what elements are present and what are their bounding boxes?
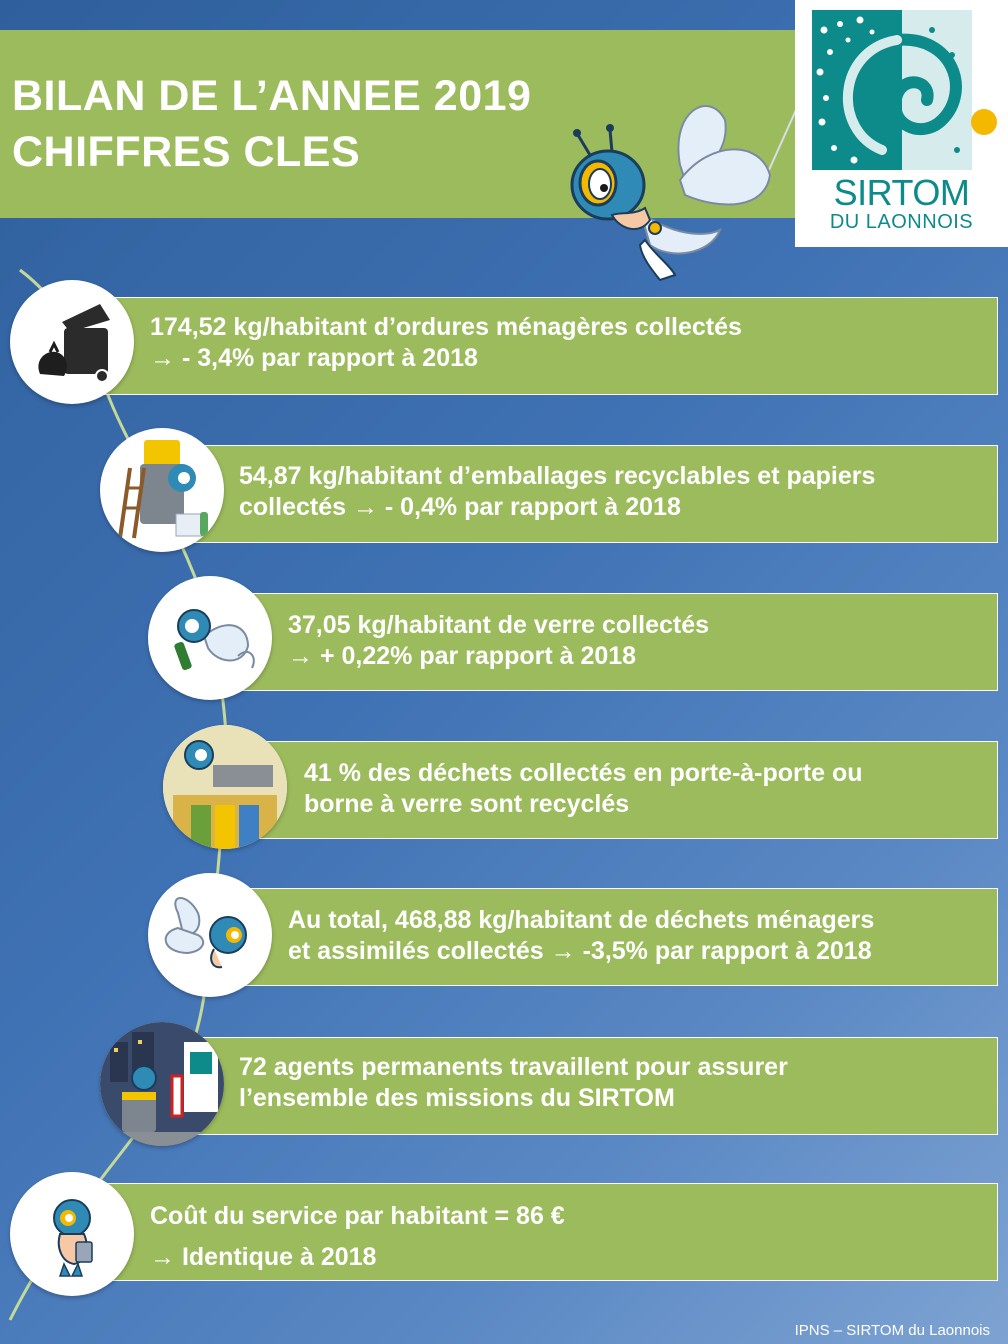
stat-line2: borne à verre sont recyclés [304,790,630,818]
stat-line1: 174,52 kg/habitant d’ordures ménagères collectés [150,313,742,341]
stat-line1: 37,05 kg/habitant de verre collectés [288,611,710,639]
footer-credit: IPNS – SIRTOM du Laonnois [794,1322,990,1339]
night-collection-mascot-icon [100,1022,224,1146]
recycling-bin-mascot-icon [100,428,224,552]
page-title: BILAN DE L’ANNEE 2019 [12,72,532,120]
stat-line1: 54,87 kg/habitant d’emballages recyclables et papiers [239,462,876,490]
stat-card-cost-text [150,1196,565,1278]
logo-name: SIRTOM [833,172,970,213]
stat-line1: Au total, 468,88 kg/habitant de déchets ménagers [288,906,875,934]
sorting-bins-mascot-icon [163,725,287,849]
trash-bin-icon [10,280,134,404]
stat-line1: 41 % des déchets collectés en porte-à-porte ou [304,759,863,787]
sirtom-logo-graphic [812,10,998,170]
stat-line2: l’ensemble des missions du SIRTOM [239,1084,675,1112]
flying-mascot-icon [148,873,272,997]
stat-line2: et assimilés collectés → -3,5% par rapport à 2018 [288,937,872,965]
stat-line2: collectés → - 0,4% par rapport à 2018 [239,493,681,521]
stat-card-packaging-text [239,461,875,523]
stat-card-agents-text [239,1052,788,1114]
mascot-cost-icon [10,1172,134,1296]
stat-card-glass-text [288,610,709,672]
stat-line2: → + 0,22% par rapport à 2018 [288,642,637,670]
stat-card-total-waste-text [288,905,874,967]
page-subtitle: CHIFFRES CLES [12,128,361,176]
stat-card-recycling-rate-text [304,758,863,820]
stat-card-household-waste-text [150,312,742,374]
glass-bottle-mascot-icon [148,576,272,700]
logo-subtitle: DU LAONNOIS [829,211,974,233]
sirtom-logo [795,0,1008,247]
stat-line2: → - 3,4% par rapport à 2018 [150,344,478,372]
flying-mascot-icon [560,80,810,290]
stat-line1: Coût du service par habitant = 86 € [150,1202,565,1230]
stat-line2: → Identique à 2018 [150,1243,377,1271]
stat-line1: 72 agents permanents travaillent pour assurer [239,1053,788,1081]
